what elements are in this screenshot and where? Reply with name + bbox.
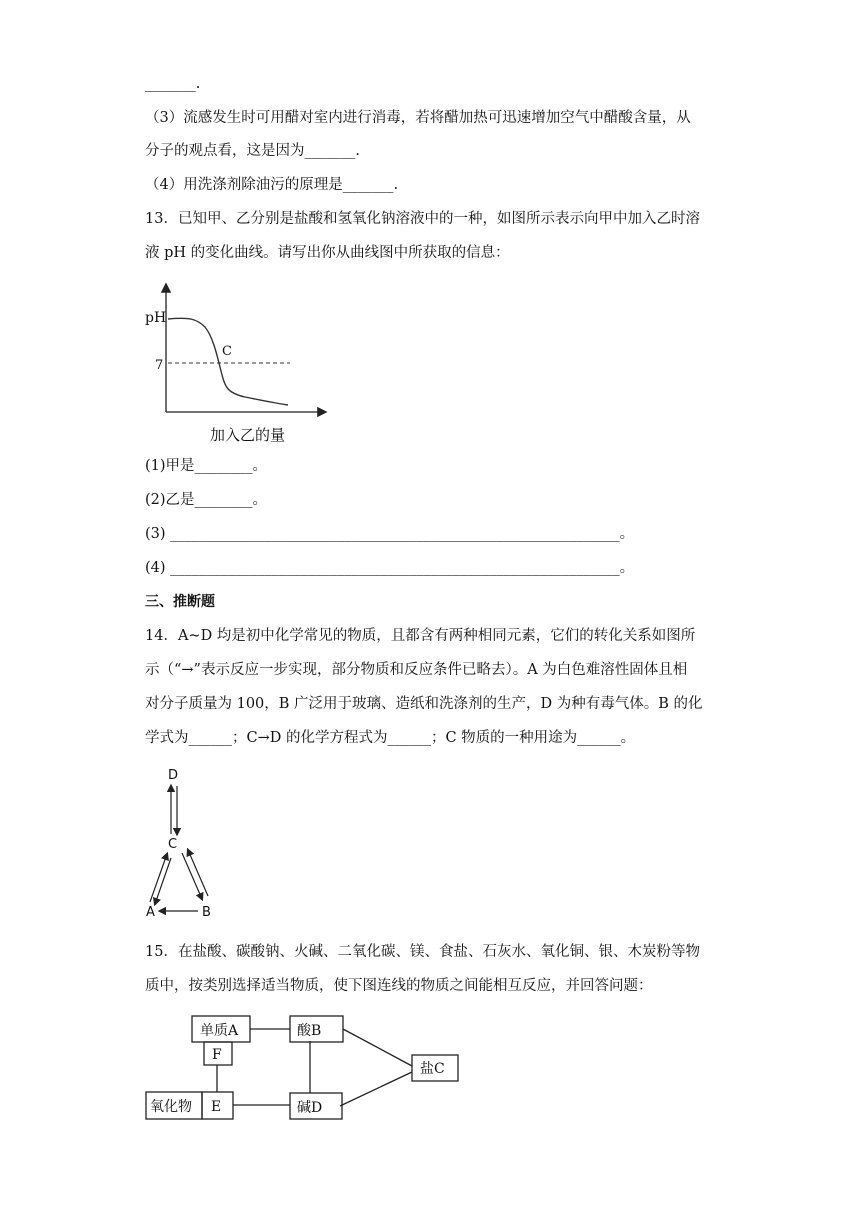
question-14-text-4: 学式为______；C→D 的化学方程式为______；C 物质的一种用途为______。 [145,730,636,746]
label-oxide: 氧化物 [150,1099,192,1115]
question-14-text-3: 对分子质量为 100，B 广泛用于玻璃、造纸和洗涤剂的生产，D 为种有毒气体。B 的化 [145,696,703,712]
node-d: D [168,768,179,783]
ph-curve-chart [135,275,335,450]
question-13-text-cont: 液 pH 的变化曲线。请写出你从曲线图中所获取的信息： [145,245,510,261]
section-3-heading: 三、推断题 [145,594,215,610]
ph-7-tick-label: 7 [155,358,164,373]
answer-13-4: (4) ______________________________________________________________。 [145,560,635,576]
label-f: F [212,1047,222,1063]
question-12-part-3-cont: 分子的观点看，这是因为_______. [145,143,360,159]
node-b: B [202,905,211,920]
point-c-label: C [222,344,232,359]
node-c: C [168,837,178,852]
answer-13-2: (2)乙是________。 [145,492,268,508]
answer-13-1: (1)甲是________。 [145,458,268,474]
x-axis-caption: 加入乙的量 [210,426,286,444]
y-axis-label: pH [145,310,167,326]
label-salt-c: 盐C [420,1061,445,1077]
question-15-text-2: 质中，按类别选择适当物质，使下图连线的物质之间能相互反应，并回答问题： [145,978,653,994]
label-e: E [211,1099,222,1115]
label-acid-b: 酸B [297,1023,322,1039]
label-base-d: 碱D [297,1100,323,1116]
reaction-box-diagram [140,1010,470,1130]
question-14-text-2: 示（“→”表示反应一步实现，部分物质和反应条件已略去）。A 为白色难溶性固体且相 [145,662,688,678]
answer-13-3: (3) ______________________________________________________________。 [145,526,635,542]
node-a: A [146,905,155,920]
question-12-part-4: （4）用洗涤剂除油污的原理是_______. [145,177,399,193]
blank-line-continuation: _______. [145,76,201,92]
question-13-text: 13．已知甲、乙分别是盐酸和氢氧化钠溶液中的一种，如图所示表示向甲中加入乙时溶 [145,211,700,227]
question-12-part-3: （3）流感发生时可用醋对室内进行消毒，若将醋加热可迅速增加空气中醋酸含量，从 [145,110,691,126]
ph-curve [168,318,288,405]
question-14-text: 14．A~D 均是初中化学常见的物质，且都含有两种相同元素，它们的转化关系如图所 [145,628,696,644]
conversion-cycle-diagram [138,762,228,922]
label-single-a: 单质A [200,1023,239,1039]
question-15-text: 15．在盐酸、碳酸钠、火碱、二氧化碳、镁、食盐、石灰水、氧化铜、银、木炭粉等物 [145,944,700,960]
